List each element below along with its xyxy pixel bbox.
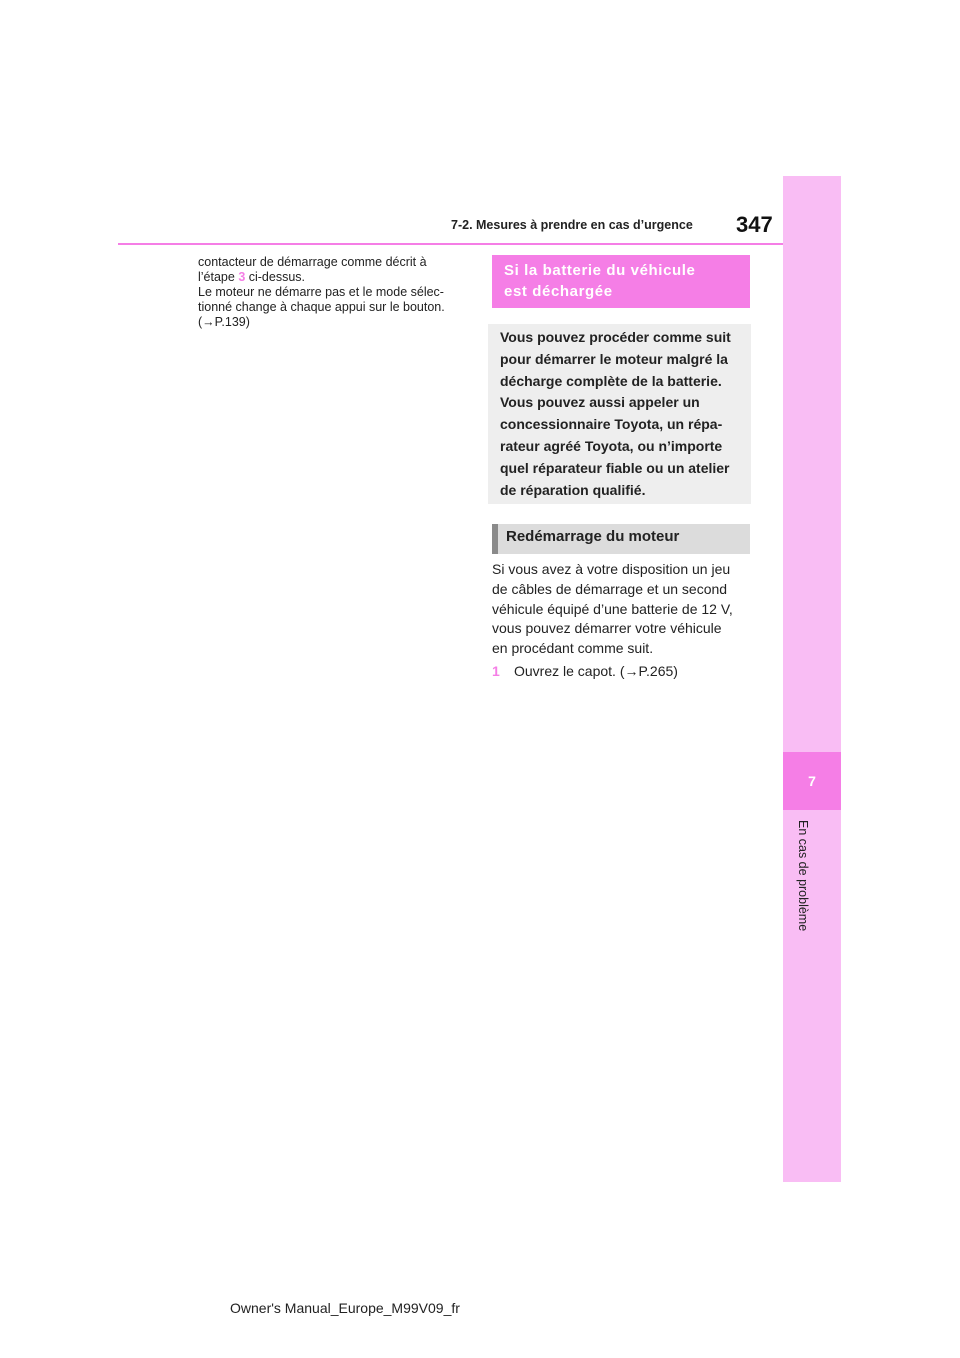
info-line: Vous pouvez aussi appeler un [500, 394, 700, 411]
step-reference: 3 [238, 270, 246, 284]
chapter-number-tab: 7 [783, 752, 841, 810]
text-line: l’étape 3 ci-dessus. [198, 270, 306, 284]
info-line: concessionnaire Toyota, un répa- [500, 416, 723, 433]
page-reference-link[interactable]: (→P.139) [198, 315, 250, 329]
section-heading-battery: Si la batterie du véhicule est déchargée [492, 255, 750, 308]
body-line: en procédant comme suit. [492, 640, 654, 657]
footer-text: Owner's Manual_Europe_M99V09_fr [230, 1300, 460, 1316]
continued-text [198, 255, 466, 330]
body-paragraph [492, 560, 754, 659]
info-line: de réparation qualifié. [500, 481, 646, 498]
info-line: quel réparateur fiable ou un atelier [500, 459, 730, 476]
text-line: tionné change à chaque appui sur le bouton. [198, 300, 445, 314]
step-item [492, 661, 754, 681]
text-line: Le moteur ne démarre pas et le mode sélec- [198, 285, 444, 299]
page-number: 347 [736, 212, 773, 237]
info-box [488, 324, 751, 504]
chapter-label: En cas de problème [796, 820, 810, 932]
section-header: 7-2. Mesures à prendre en cas d’urgence [451, 218, 693, 232]
info-line: rateur agréé Toyota, ou n’importe [500, 437, 723, 454]
info-line: décharge complète de la batterie. [500, 372, 722, 389]
step-number: 1 [492, 663, 500, 679]
header-divider [118, 243, 783, 245]
side-tab-strip [783, 176, 841, 1182]
step-text[interactable]: Ouvrez le capot. (→P.265) [514, 663, 678, 679]
body-line: de câbles de démarrage et un second [492, 580, 728, 597]
info-line: Vous pouvez procéder comme suit [500, 329, 731, 345]
body-line: véhicule équipé d’une batterie de 12 V, [492, 600, 733, 617]
text-line: contacteur de démarrage comme décrit à [198, 255, 427, 269]
body-line: Si vous avez à votre disposition un jeu [492, 561, 731, 577]
section-heading-restart: Redémarrage du moteur [492, 524, 750, 554]
info-line: pour démarrer le moteur malgré la [500, 350, 728, 367]
body-line: vous pouvez démarrer votre véhicule [492, 620, 722, 637]
